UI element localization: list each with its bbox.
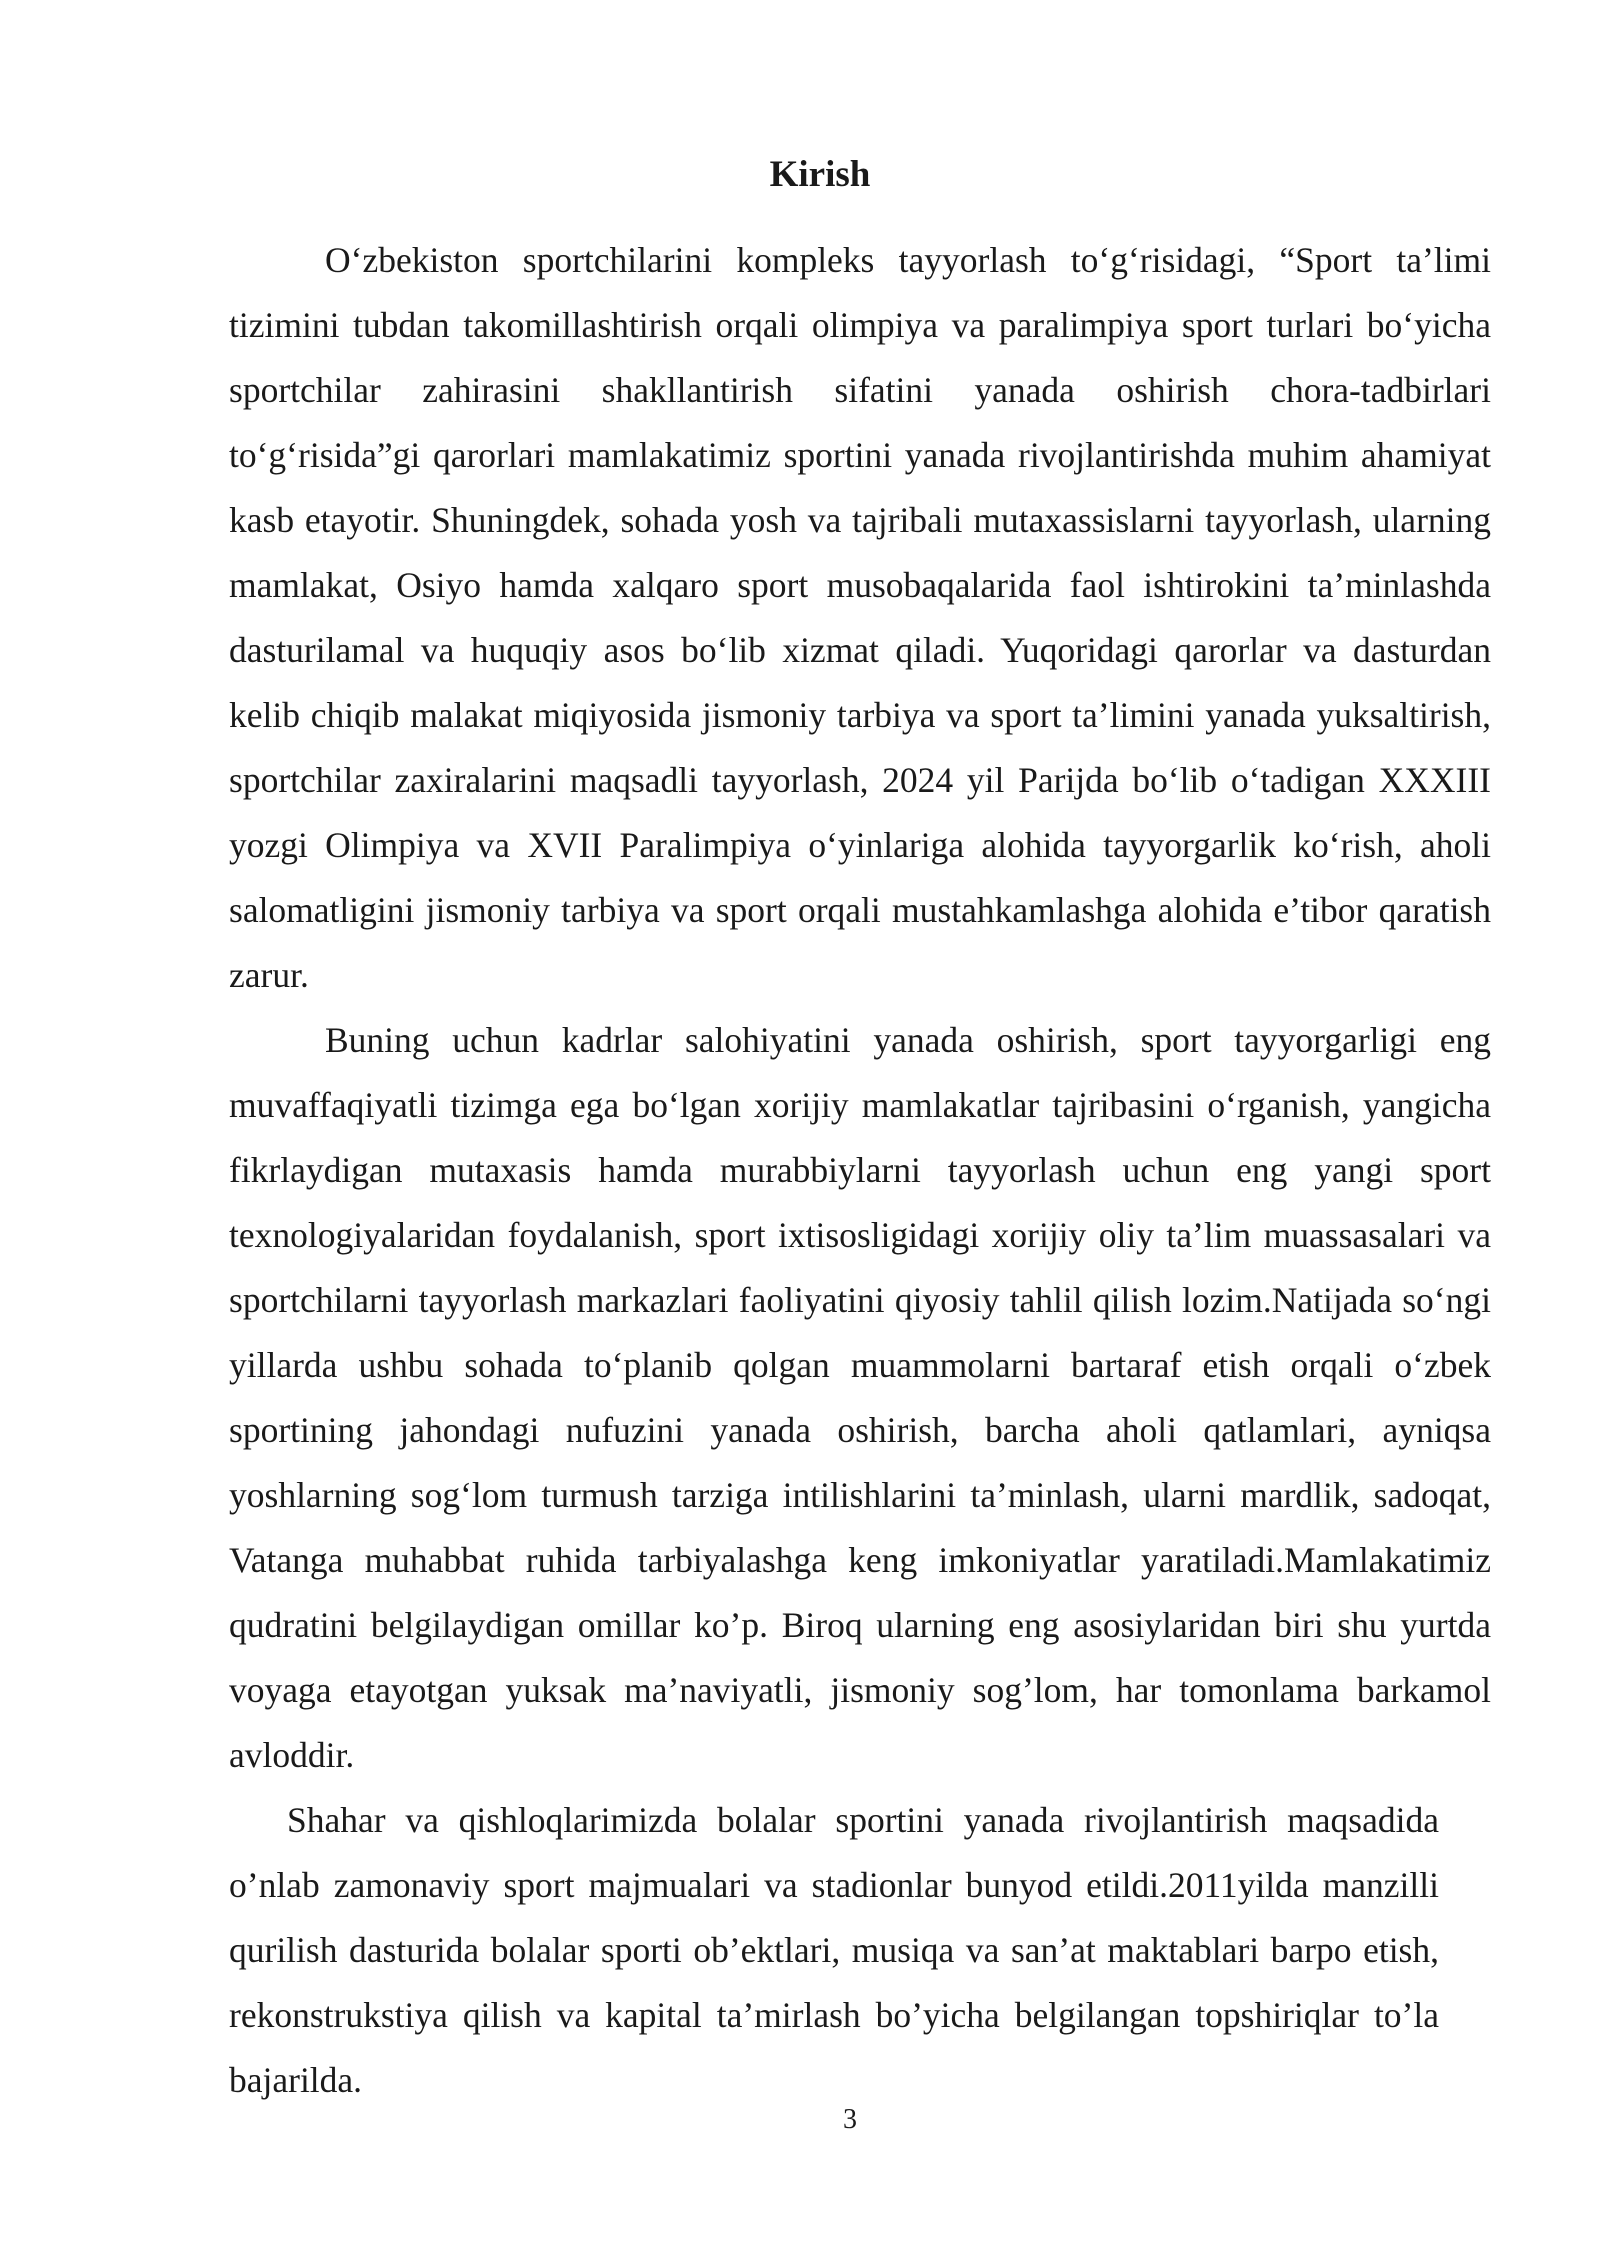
body-text — [229, 228, 1491, 2113]
paragraph-1: O‘zbekiston sportchilarini kompleks tayyorlash to‘g‘risidagi, “Sport ta’limi tizimini tubdan takomillashtirish orqali olimpiya va paralimpiya sport turlari bo‘yicha sportchilar zahirasini shakllantirish sifatini yanada oshirish chora-tadbirlari to‘g‘risida”gi qarorlari mamlakatimiz sportini yanada rivojlantirishda muhim ahamiyat kasb etayotir. Shuningdek, sohada yosh va tajribali mutaxassislarni tayyorlash, ularning mamlakat, Osiyo hamda xalqaro sport musobaqalarida faol ishtirokini ta’minlashda dasturilamal va huquqiy asos bo‘lib xizmat qiladi. Yuqoridagi qarorlar va dasturdan kelib chiqib malakat miqiyosida jismoniy tarbiya va sport ta’limini yanada yuksaltirish, sportchilar zaxiralarini maqsadli tayyorlash, 2024 yil Parijda bo‘lib o‘tadigan XXXIII yozgi Olimpiya va XVII Paralimpiya o‘yinlariga alohida tayyorgarlik ko‘rish, aholi salomatligini jismoniy tarbiya va sport orqali mustahkamlashga alohida e’tibor qaratish zarur. — [229, 240, 1491, 995]
paragraph-2: Buning uchun kadrlar salohiyatini yanada oshirish, sport tayyorgarligi eng muvaffaqiyatli tizimga ega bo‘lgan xorijiy mamlakatlar tajribasini o‘rganish, yangicha fikrlaydigan mutaxasis hamda murabbiylarni tayyorlash uchun eng yangi sport texnologiyalaridan foydalanish, sport ixtisosligidagi xorijiy oliy ta’lim muassasalari va sportchilarni tayyorlash markazlari faoliyatini qiyosiy tahlil qilish lozim.Natijada so‘ngi yillarda ushbu sohada to‘planib qolgan muammolarni bartaraf etish orqali o‘zbek sportining jahondagi nufuzini yanada oshirish, barcha aholi qatlamlari, ayniqsa yoshlarning sog‘lom turmush tarziga intilishlarini ta’minlash, ularni mardlik, sadoqat, Vatanga muhabbat ruhida tarbiyalashga keng imkoniyatlar yaratiladi.Mamlakatimiz qudratini belgilaydigan omillar ko’p. Biroq ularning eng asosiylaridan biri shu yurtda voyaga etayotgan yuksak ma’naviyatli, jismoniy sog’lom, har tomonlama barkamol avloddir. — [229, 1020, 1491, 1775]
paragraph-3: Shahar va qishloqlarimizda bolalar sportini yanada rivojlantirish maqsadida o’nlab zamonaviy sport majmualari va stadionlar bunyod etildi.2011yilda manzilli qurilish dasturida bolalar sporti ob’ektlari, musiqa va san’at maktablari barpo etish, rekonstrukstiya qilish va kapital ta’mirlash bo’yicha belgilangan topshiriqlar to’la bajarilda. — [229, 1800, 1439, 2100]
page-number: 3 — [843, 2104, 857, 2135]
page-title: Kirish — [769, 154, 871, 195]
